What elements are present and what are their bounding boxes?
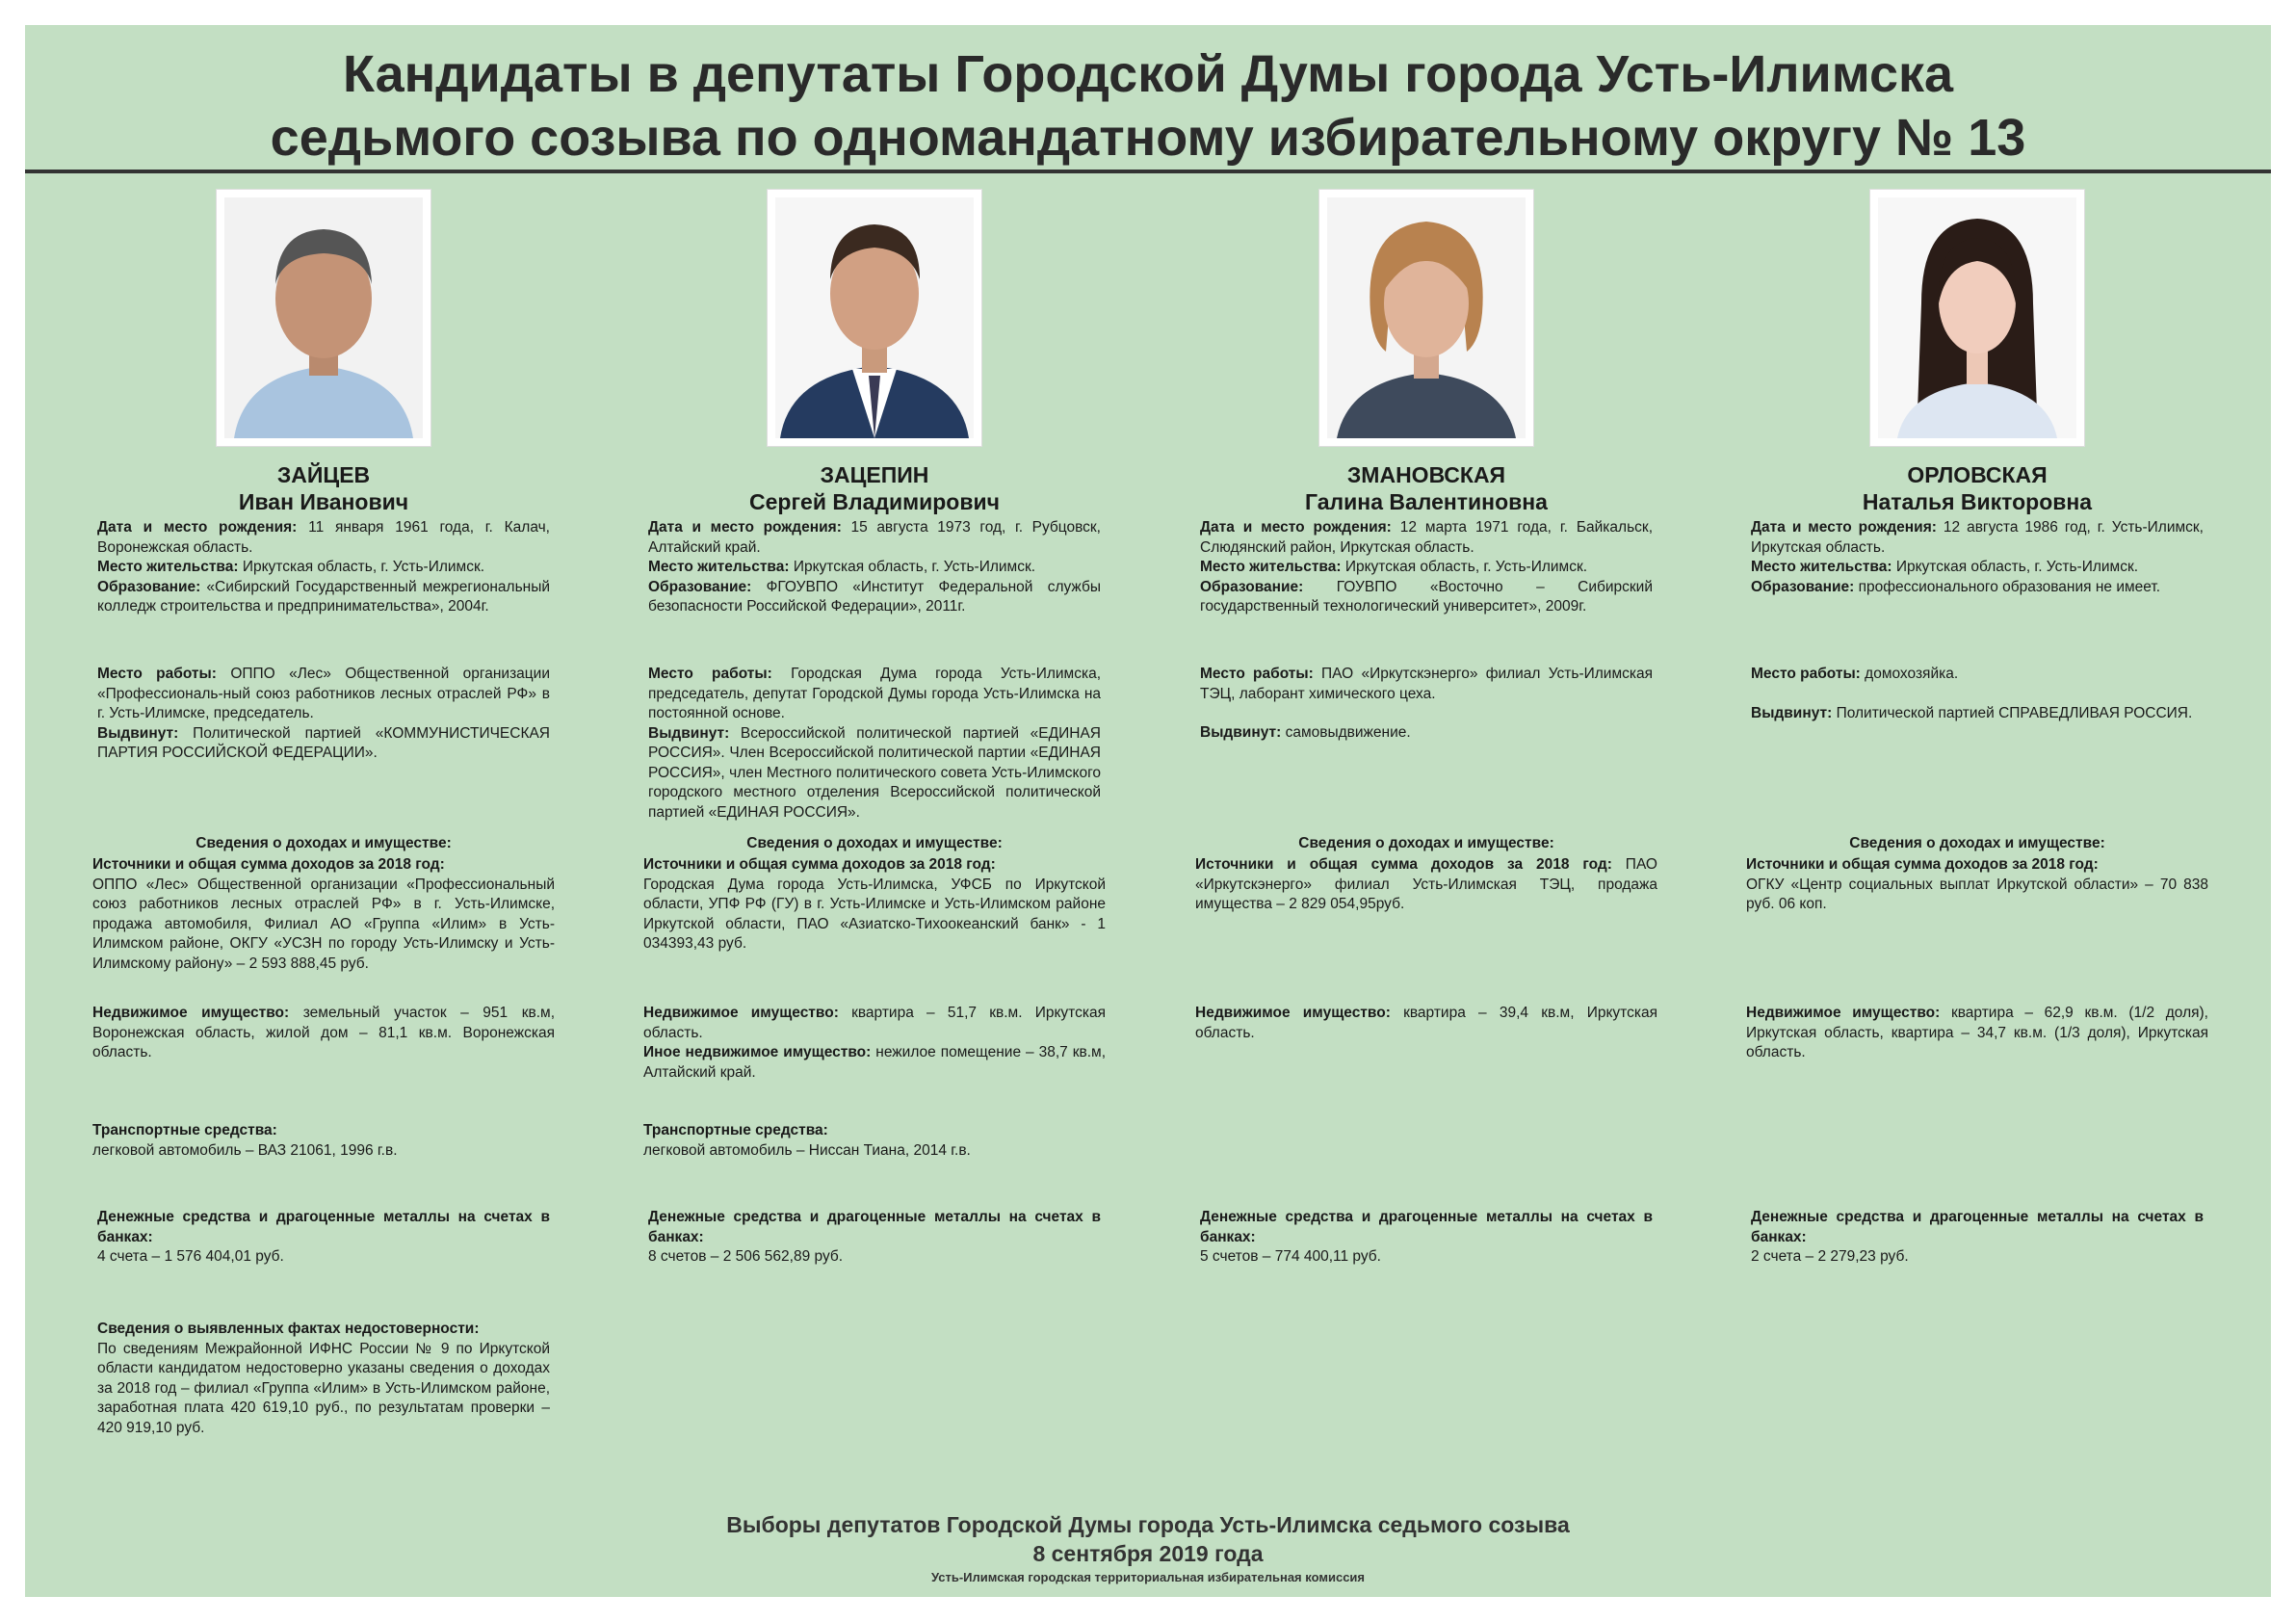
portrait-icon [1878, 197, 2076, 438]
candidate-surname: ЗМАНОВСКАЯ [1346, 462, 1506, 487]
bio-block: Дата и место рождения: 15 августа 1973 год, г. Рубцовск, Алтайский край. Место жительства: Иркутская область, г. Усть-Илимск. Образование: ФГОУВПО «Институт Федеральной службы безопасности Российской Федерации», 2011г. [648, 519, 1101, 615]
candidate-photo [216, 189, 431, 447]
title-divider [25, 170, 2271, 173]
title-line-1: Кандидаты в депутаты Городской Думы города Усть-Илимска [342, 45, 1954, 103]
transport-block: Транспортные средства: легковой автомобиль – ВАЗ 21061, 1996 г.в. [92, 1122, 398, 1159]
income-section-title: Сведения о доходах и имуществе: [746, 835, 1003, 851]
transport-block: Транспортные средства: легковой автомобиль – Ниссан Тиана, 2014 г.в. [643, 1122, 971, 1159]
income-section-title: Сведения о доходах и имуществе: [1298, 835, 1554, 851]
candidate-card-zmanovskaya [1195, 189, 1657, 1265]
bio-block: Дата и место рождения: 12 марта 1971 года, г. Байкальск, Слюдянский район, Иркутская область. Место жительства: Иркутская область, г. Усть-Илимск. Образование: ГОУВПО «Восточно – Сибирский государственный технологический университет», 2009г. [1200, 519, 1654, 615]
candidate-photo [767, 189, 982, 447]
poster-title [25, 42, 2271, 170]
work-block: Место работы: ОППО «Лес» Общественной организации «Профессиональ-ный союз работников лесных отраслей РФ» в г. Усть-Илимске, председатель. Выдвинут: Политической партией «КОММУНИСТИЧЕСКАЯ ПАРТИЯ РОССИЙСКОЙ ФЕДЕРАЦИИ». [97, 666, 551, 761]
real-estate-block: Недвижимое имущество: квартира – 51,7 кв.м. Иркутская область. Иное недвижимое имущество: нежилое помещение – 38,7 кв.м, Алтайский край. [643, 1005, 1107, 1081]
bio-block: Дата и место рождения: 11 января 1961 года, г. Калач, Воронежская область. Место жительства: Иркутская область, г. Усть-Илимск. Образование: «Сибирский Государственный межрегиональный колледж строительства и предпринимательства», 2004г. [97, 519, 550, 615]
portrait-icon [224, 197, 423, 438]
candidate-name: Наталья Викторовна [1862, 489, 2093, 514]
candidate-surname: ОРЛОВСКАЯ [1907, 462, 2048, 487]
footer-commission: Усть-Илимская городская территориальная избирательная комиссия [930, 1570, 1366, 1584]
money-block: Денежные средства и драгоценные металлы на счетах в банках: 2 счета – 2 279,23 руб. [1751, 1209, 2204, 1265]
work-block: Место работы: домохозяйка. Выдвинут: Политической партией СПРАВЕДЛИВАЯ РОССИЯ. [1751, 666, 2193, 721]
money-block: Денежные средства и драгоценные металлы на счетах в банках: 8 счетов – 2 506 562,89 руб. [648, 1209, 1101, 1265]
title-line-2: седьмого созыва по одномандатному избирательному округу № 13 [270, 109, 2026, 167]
work-block: Место работы: ПАО «Иркутскэнерго» филиал Усть-Илимская ТЭЦ, лаборант химического цеха. Выдвинут: самовыдвижение. [1200, 666, 1653, 741]
footer-election-date: 8 сентября 2019 года [1032, 1541, 1264, 1566]
bio-block: Дата и место рождения: 12 августа 1986 год, г. Усть-Илимск, Иркутская область. Место жительства: Иркутская область, г. Усть-Илимск. Образование: профессионального образования не имеет. [1751, 519, 2204, 595]
candidate-card-zatsepin [643, 189, 1107, 1265]
portrait-icon [1327, 197, 1526, 438]
real-estate-block: Недвижимое имущество: квартира – 39,4 кв.м, Иркутская область. [1195, 1005, 1657, 1041]
income-block: Источники и общая сумма доходов за 2018 год: Городская Дума города Усть-Илимска, УФСБ по Иркутской области, УПФ РФ (ГУ) в г. Усть-Илимске и Усть-Илимском районе Иркутской области, ПАО «Азиатско-Тихоокеанский банк» - 1 034393,43 руб. [643, 856, 1106, 952]
income-block: Источники и общая сумма доходов за 2018 год: ПАО «Иркутскэнерго» филиал Усть-Илимская ТЭЦ, продажа имущества – 2 829 054,95руб. [1195, 856, 1657, 912]
work-block: Место работы: Городская Дума города Усть-Илимска, председатель, депутат Городской Думы города Усть-Илимска на постоянной основе. Выдвинут: Всероссийской политической партией «ЕДИНАЯ РОССИЯ». Член Всероссийской политической партии «ЕДИНАЯ РОССИЯ», член Местного политического совета Усть-Илимского городского местного отделения Всероссийской политической партией «ЕДИНАЯ РОССИЯ». [648, 666, 1102, 821]
unreliable-block: Сведения о выявленных фактах недостоверности: По сведениям Межрайонной ИФНС России № 9 по Иркутской области кандидатом недостоверно указаны сведения о доходах за 2018 год – филиал «Группа «Илим» в Усть-Илимском районе, заработная плата 420 619,10 руб., по результатам проверки – 420 919,10 руб. [97, 1321, 550, 1436]
portrait-icon [775, 197, 974, 438]
real-estate-block: Недвижимое имущество: квартира – 62,9 кв.м. (1/2 доля), Иркутская область, квартира – 34,7 кв.м. (1/3 доля), Иркутская область. [1746, 1005, 2208, 1060]
money-block: Денежные средства и драгоценные металлы на счетах в банках: 5 счетов – 774 400,11 руб. [1200, 1209, 1653, 1265]
income-block: Источники и общая сумма доходов за 2018 год: ОППО «Лес» Общественной организации «Профессиональный союз работников лесных отраслей РФ» в г. Усть-Илимске, продажа автомобиля, Филиал АО «Группа «Илим» в Усть-Илимском районе, ОКГУ «УСЗН по городу Усть-Илимску и Усть-Илимскому району» – 2 593 888,45 руб. [92, 856, 555, 972]
candidate-photo [1318, 189, 1534, 447]
candidate-name: Иван Иванович [238, 489, 409, 514]
candidate-card-orlovskaya [1746, 189, 2208, 1265]
income-block: Источники и общая сумма доходов за 2018 год: ОГКУ «Центр социальных выплат Иркутской области» – 70 838 руб. 06 коп. [1746, 856, 2208, 912]
poster [25, 25, 2271, 1597]
candidate-surname: ЗАЦЕПИН [820, 462, 929, 487]
income-section-title: Сведения о доходах и имуществе: [196, 835, 452, 851]
footer-election-title: Выборы депутатов Городской Думы города Усть-Илимска седьмого созыва [726, 1512, 1570, 1537]
candidate-surname: ЗАЙЦЕВ [276, 462, 371, 487]
candidate-name: Сергей Владимирович [749, 489, 1000, 514]
candidate-name: Галина Валентиновна [1305, 489, 1548, 514]
money-block: Денежные средства и драгоценные металлы на счетах в банках: 4 счета – 1 576 404,01 руб. [97, 1209, 550, 1265]
real-estate-block: Недвижимое имущество: земельный участок – 951 кв.м, Воронежская область, жилой дом – 81,1 кв.м. Воронежская область. [92, 1005, 555, 1060]
candidate-photo [1869, 189, 2085, 447]
candidate-card-zaitsev [92, 189, 555, 1436]
income-section-title: Сведения о доходах и имуществе: [1849, 835, 2105, 851]
